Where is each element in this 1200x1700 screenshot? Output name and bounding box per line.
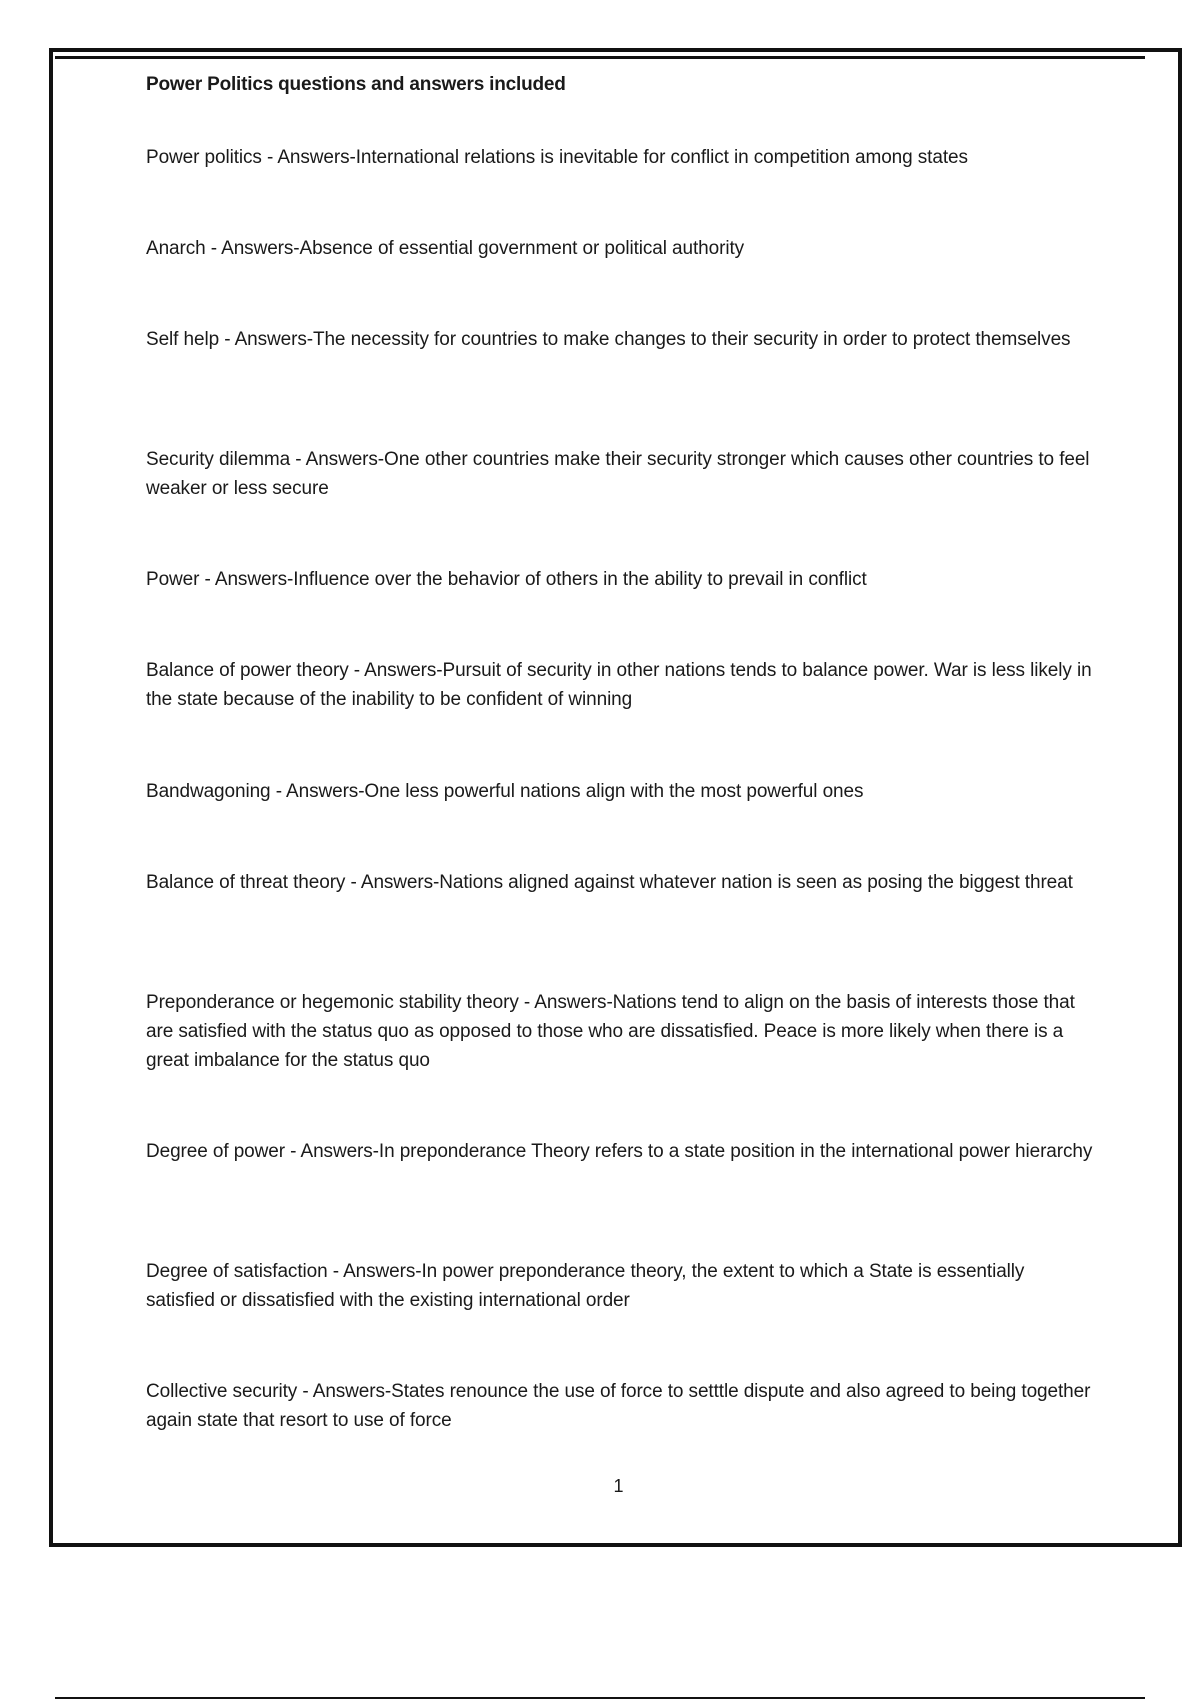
qa-item: Degree of power - Answers-In preponderance Theory refers to a state position in the international power hierarchy xyxy=(146,1141,1093,1162)
qa-item: Preponderance or hegemonic stability theory - Answers-Nations tend to align on the basis of interests those that are satisfied with the status quo as opposed to those who are dissatisfied. Peace is more likely when there is a great imbalance for the status quo xyxy=(146,992,1075,1071)
qa-item: Bandwagoning - Answers-One less powerful nations align with the most powerful ones xyxy=(146,781,864,802)
document-title: Power Politics questions and answers included xyxy=(146,74,566,95)
qa-item: Power politics - Answers-International relations is inevitable for conflict in competition among states xyxy=(146,147,968,168)
header-rule xyxy=(55,56,1145,59)
qa-item: Power - Answers-Influence over the behavior of others in the ability to prevail in conflict xyxy=(146,569,867,590)
qa-item: Security dilemma - Answers-One other countries make their security stronger which causes other countries to feel weaker or less secure xyxy=(146,449,1090,499)
qa-item: Collective security - Answers-States renounce the use of force to setttle dispute and also agreed to being together again state that resort to use of force xyxy=(146,1381,1091,1431)
page-number: 1 xyxy=(613,1476,624,1496)
qa-item: Degree of satisfaction - Answers-In power preponderance theory, the extent to which a State is essentially satisfied or dissatisfied with the existing international order xyxy=(146,1261,1025,1311)
next-page-rule xyxy=(55,1697,1145,1699)
qa-item: Anarch - Answers-Absence of essential government or political authority xyxy=(146,238,745,259)
qa-item: Balance of power theory - Answers-Pursuit of security in other nations tends to balance power. War is less likely in the state because of the inability to be confident of winning xyxy=(146,660,1092,710)
qa-item: Self help - Answers-The necessity for countries to make changes to their security in order to protect themselves xyxy=(146,329,1071,350)
qa-item: Balance of threat theory - Answers-Nations aligned against whatever nation is seen as posing the biggest threat xyxy=(146,872,1073,893)
